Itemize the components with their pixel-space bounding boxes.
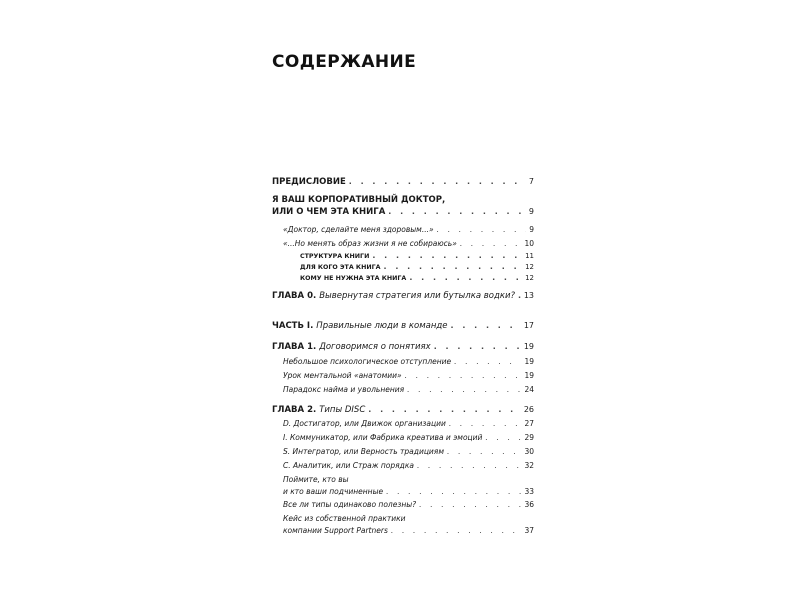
toc-entry-label: Типы DISC xyxy=(319,405,366,415)
toc-entry-number: ГЛАВА 2. xyxy=(272,405,317,415)
toc-entry xyxy=(283,357,534,366)
toc-leader-dots xyxy=(349,177,526,186)
toc-entry xyxy=(283,447,534,456)
toc-page-number: 9 xyxy=(528,207,534,216)
toc-leader-dots xyxy=(384,262,523,271)
toc-leader-dots xyxy=(386,487,521,496)
toc-entry xyxy=(300,273,534,282)
toc-leader-dots xyxy=(518,291,521,300)
toc-leader-dots xyxy=(434,342,521,351)
page-title: СОДЕРЖАНИЕ xyxy=(272,52,417,72)
toc-entry xyxy=(283,500,534,509)
toc-entry-label: Парадокс найма и увольнения xyxy=(283,385,405,394)
toc-page-number: 32 xyxy=(524,461,534,470)
toc-page-number: 11 xyxy=(525,252,534,260)
toc-leader-dots xyxy=(460,239,522,248)
toc-leader-dots xyxy=(447,447,521,456)
toc-entry-label-line1: Поймите, кто вы xyxy=(283,475,349,484)
toc-leader-dots xyxy=(391,526,522,535)
toc-entry-label: и кто ваши подчиненные xyxy=(283,487,384,496)
toc-entry-chapter-1 xyxy=(272,342,534,352)
toc-entry-label: ПРЕДИСЛОВИЕ xyxy=(272,177,346,187)
toc-page-number: 12 xyxy=(525,274,534,282)
toc-leader-dots xyxy=(437,225,527,234)
toc-page-number: 30 xyxy=(524,447,534,456)
toc-page-number: 26 xyxy=(523,405,534,414)
toc-entry-label: S. Интегратор, или Верность традициям xyxy=(283,447,444,456)
toc-page-number: 19 xyxy=(524,371,534,380)
toc-page-number: 37 xyxy=(524,526,534,535)
toc-page-number: 19 xyxy=(523,342,534,351)
toc-leader-dots xyxy=(407,385,521,394)
toc-entry-label: компании Support Partners xyxy=(283,526,388,535)
toc-entry xyxy=(283,385,534,394)
toc-entry-label: Правильные люди в команде xyxy=(316,321,448,331)
toc-entry xyxy=(283,475,534,496)
toc-entry xyxy=(283,371,534,380)
toc-leader-dots xyxy=(409,273,522,282)
toc-entry xyxy=(283,239,534,248)
toc-page-number: 29 xyxy=(524,433,534,442)
toc-entry xyxy=(283,514,534,535)
toc-page-number: 10 xyxy=(524,239,534,248)
toc-entry-chapter-2 xyxy=(272,405,534,415)
toc-page-number: 36 xyxy=(524,500,534,509)
toc-entry-label: C. Аналитик, или Страж порядка xyxy=(283,461,414,470)
toc-leader-dots xyxy=(449,419,522,428)
toc-entry xyxy=(300,262,534,271)
toc-entry-part-1 xyxy=(272,321,534,331)
toc-entry xyxy=(283,433,534,442)
toc-leader-dots xyxy=(419,500,521,509)
toc-leader-dots xyxy=(417,461,522,470)
toc-page-number: 13 xyxy=(523,291,534,300)
toc-page-number: 19 xyxy=(524,357,534,366)
toc-entry-label: СТРУКТУРА КНИГИ xyxy=(300,253,370,260)
toc-entry-label: D. Достигатор, или Движок организации xyxy=(283,419,446,428)
toc-entry-label: Небольшое психологическое отступление xyxy=(283,357,452,366)
toc-leader-dots xyxy=(372,251,522,260)
toc-leader-dots xyxy=(454,357,521,366)
toc-entry-label: Все ли типы одинаково полезны? xyxy=(283,500,417,509)
toc-entry-label: «...Но менять образ жизни я не собираюсь» xyxy=(283,239,457,248)
toc-entry-label: КОМУ НЕ НУЖНА ЭТА КНИГА xyxy=(300,275,407,282)
toc-leader-dots xyxy=(485,433,521,442)
toc-entry-preface xyxy=(272,177,534,187)
toc-leader-dots xyxy=(388,207,526,216)
toc-leader-dots xyxy=(451,321,521,330)
toc-page-number: 27 xyxy=(524,419,534,428)
toc-entry-number: ЧАСТЬ I. xyxy=(272,321,314,331)
toc-page-number: 9 xyxy=(529,225,534,234)
toc-entry-label-line1: Кейс из собственной практики xyxy=(283,514,406,523)
toc-entry xyxy=(283,225,534,234)
toc-page-number: 12 xyxy=(525,263,534,271)
toc-page-number: 17 xyxy=(523,321,534,330)
toc-page-number: 24 xyxy=(524,385,534,394)
toc-entry-label: «Доктор, сделайте меня здоровым...» xyxy=(283,225,434,234)
toc-entry xyxy=(283,461,534,470)
toc-entry-chapter-0 xyxy=(272,291,534,301)
toc-entry-label: ИЛИ О ЧЕМ ЭТА КНИГА xyxy=(272,207,386,217)
toc-entry xyxy=(300,251,534,260)
toc-entry-number: ГЛАВА 0. xyxy=(272,291,317,301)
toc-leader-dots xyxy=(405,371,522,380)
toc-page-number: 7 xyxy=(528,177,534,186)
toc-entry-number: ГЛАВА 1. xyxy=(272,342,317,352)
toc-entry-label: Договоримся о понятиях xyxy=(319,342,431,352)
toc-leader-dots xyxy=(368,405,521,414)
toc-entry-label: Урок ментальной «анатомии» xyxy=(283,371,402,380)
toc-entry-corporate-doctor xyxy=(272,195,534,217)
toc-entry xyxy=(283,419,534,428)
toc-entry-label: I. Коммуникатор, или Фабрика креатива и эмоций xyxy=(283,433,483,442)
toc-entry-label: ДЛЯ КОГО ЭТА КНИГА xyxy=(300,264,381,271)
toc-entry-label-line1: Я ВАШ КОРПОРАТИВНЫЙ ДОКТОР, xyxy=(272,195,446,205)
toc-page-number: 33 xyxy=(524,487,534,496)
toc-entry-label: Вывернутая стратегия или бутылка водки? xyxy=(319,291,515,301)
